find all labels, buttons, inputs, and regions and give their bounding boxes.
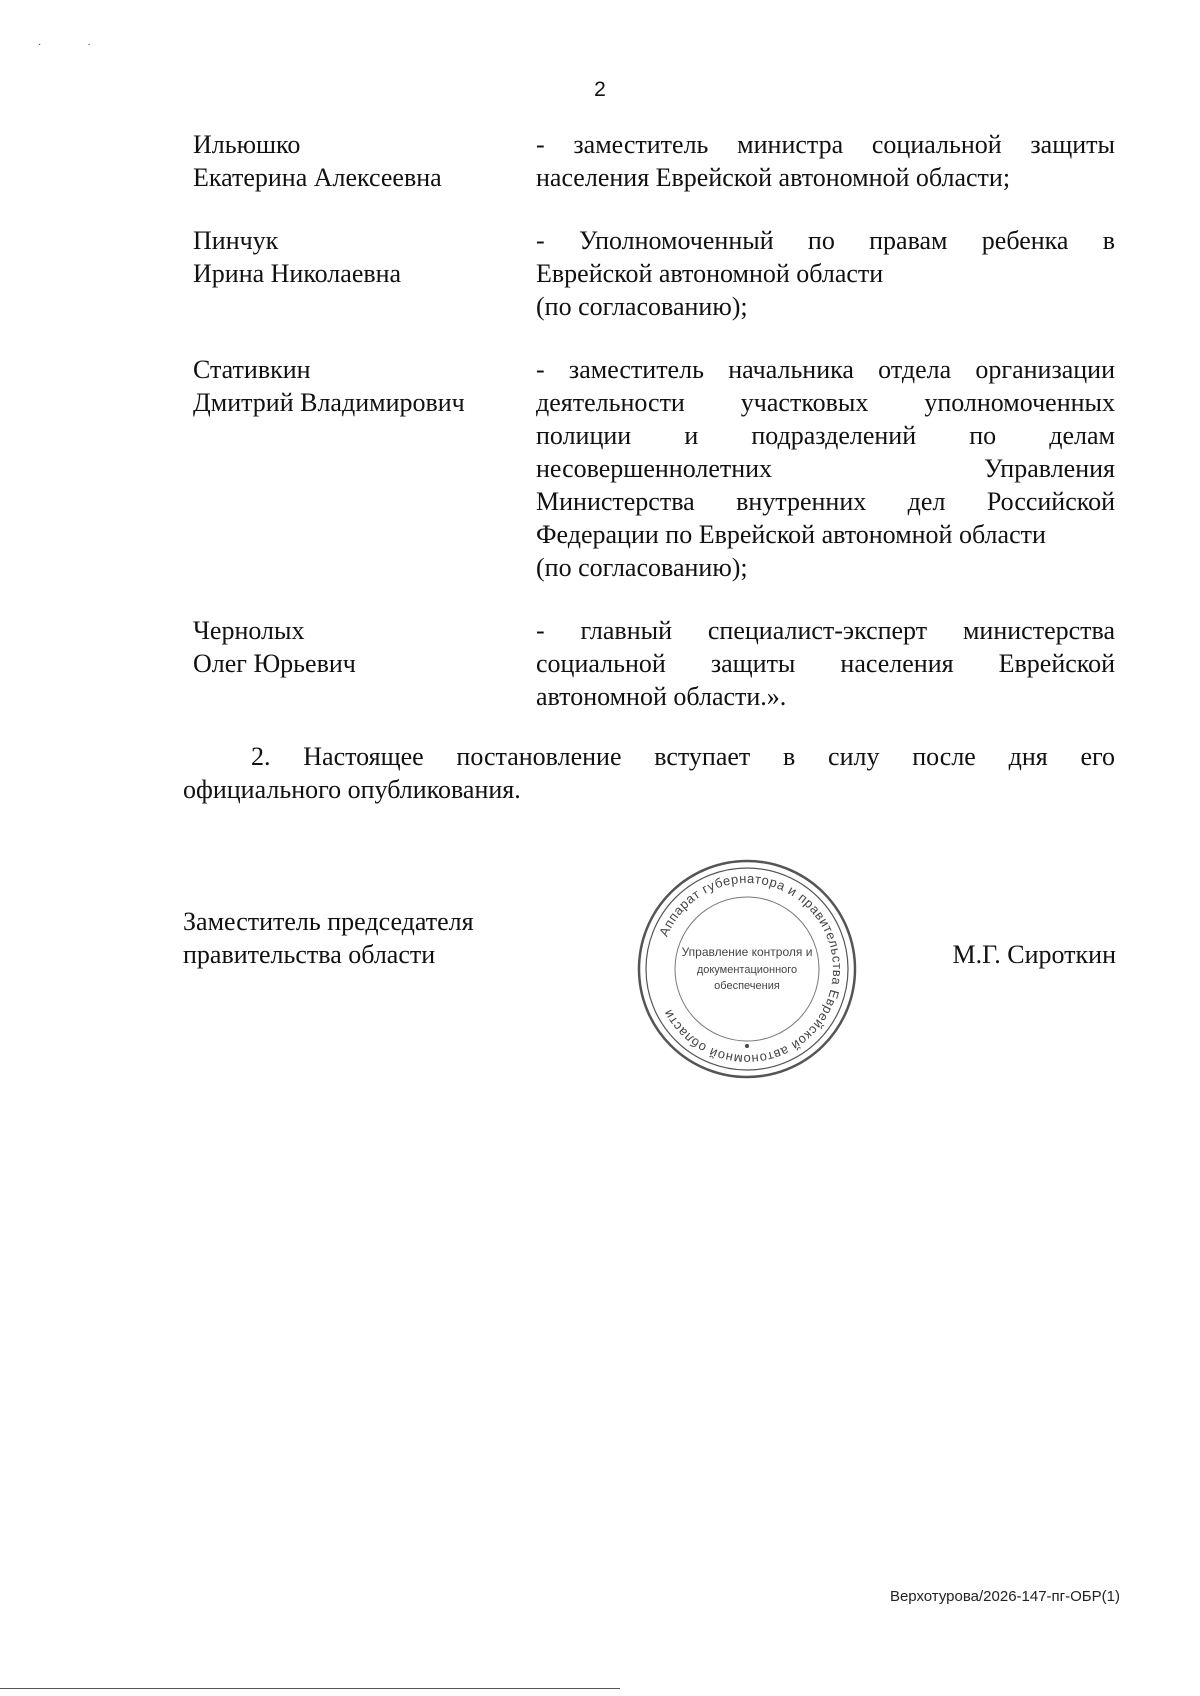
- role-line: несовершеннолетних Управления: [536, 454, 1115, 483]
- signer-name: М.Г. Сироткин: [952, 940, 1116, 969]
- signer-title-line: правительства области: [183, 940, 436, 969]
- member-role: [536, 614, 1115, 713]
- members-list: [193, 128, 1115, 743]
- role-line: деятельности участковых уполномоченных: [536, 388, 1115, 417]
- role-line: автономной области.».: [536, 682, 787, 711]
- member-name: [193, 353, 536, 584]
- effective-date-clause: [183, 740, 1115, 806]
- seal-center-line-3: обеспечения: [714, 980, 780, 992]
- role-line: полиции и подразделений по делам: [536, 421, 1115, 450]
- member-given-names: Олег Юрьевич: [193, 649, 356, 678]
- member-surname: Стативкин: [193, 355, 311, 384]
- role-line: социальной защиты населения Еврейской: [536, 649, 1115, 678]
- role-line: Министерства внутренних дел Российской: [536, 487, 1115, 516]
- role-line: - заместитель начальника отдела организации: [536, 355, 1115, 384]
- member-name: [193, 224, 536, 323]
- seal-dot: [745, 1044, 749, 1048]
- page-number: 2: [594, 78, 606, 101]
- member-role: [536, 128, 1115, 194]
- member-name: [193, 128, 536, 194]
- document-code: Верхотурова/2026-147-пг-ОБР(1): [889, 1588, 1120, 1605]
- role-line: - заместитель министра социальной защиты: [536, 130, 1115, 159]
- member-given-names: Дмитрий Владимирович: [193, 388, 465, 417]
- seal-ring-text: Аппарат губернатора и правительства Еврейской автономной области: [655, 870, 846, 1068]
- clause-line: официального опубликования.: [183, 775, 521, 804]
- member-role: [536, 353, 1115, 584]
- role-line: - главный специалист-эксперт министерства: [536, 616, 1115, 645]
- role-line: населения Еврейской автономной области;: [536, 163, 1011, 192]
- signer-title-line: Заместитель председателя: [183, 907, 474, 936]
- role-line: Еврейской автономной области: [536, 259, 884, 288]
- scan-dots: ··: [38, 40, 137, 51]
- clause-line: 2. Настоящее постановление вступает в силу после дня его: [251, 742, 1115, 771]
- member-name: [193, 614, 536, 713]
- member-surname: Пинчук: [193, 226, 279, 255]
- member-entry: [193, 224, 1115, 323]
- member-given-names: Екатерина Алексеевна: [193, 163, 442, 192]
- member-entry: [193, 128, 1115, 194]
- role-line: Федерации по Еврейской автономной области: [536, 520, 1046, 549]
- official-seal: [634, 856, 860, 1082]
- seal-center-line-1: Управление контроля и: [681, 945, 813, 959]
- role-line: (по согласованию);: [536, 292, 748, 321]
- member-entry: [193, 353, 1115, 584]
- member-given-names: Ирина Николаевна: [193, 259, 402, 288]
- role-line: - Уполномоченный по правам ребенка в: [536, 226, 1115, 255]
- role-line: (по согласованию);: [536, 553, 748, 582]
- scan-edge-line: [0, 1688, 620, 1689]
- member-surname: Чернолых: [193, 616, 305, 645]
- member-entry: [193, 614, 1115, 713]
- seal-center-line-2: документационного: [696, 964, 798, 976]
- member-surname: Ильюшко: [193, 130, 301, 159]
- signer-title: [183, 905, 474, 971]
- member-role: [536, 224, 1115, 323]
